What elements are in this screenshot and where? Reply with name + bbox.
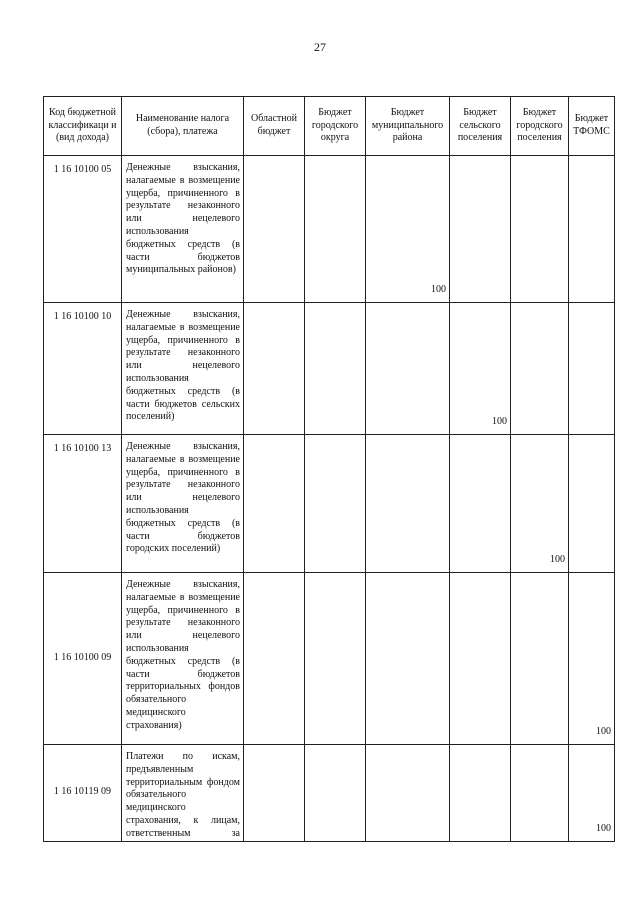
row-name: Денежные взыскания, налагаемые в возмещение ущерба, причиненного в результате незаконного или нецелевого использования бюджетных средств (в части бюджетов муниципальных районов) (122, 156, 244, 303)
cell-city-district (305, 745, 366, 842)
cell-urban-settlement (511, 156, 569, 303)
cell-regional (244, 303, 305, 435)
header-regional: Областной бюджет (244, 97, 305, 156)
table-row (44, 745, 615, 842)
cell-regional (244, 573, 305, 745)
row-name: Денежные взыскания, налагаемые в возмещение ущерба, причиненного в результате незаконного или нецелевого использования бюджетных средств (в части бюджетов территориальных фондов обязательного медицинского страхования) (122, 573, 244, 745)
cell-regional (244, 156, 305, 303)
table-header-row (44, 97, 615, 156)
tax-distribution-table (43, 96, 615, 842)
cell-urban-settlement (511, 573, 569, 745)
table-row (44, 303, 615, 435)
cell-rural-settlement (450, 435, 511, 573)
cell-municipal-district: 100 (366, 156, 450, 303)
row-name: Денежные взыскания, налагаемые в возмещение ущерба, причиненного в результате незаконного или нецелевого использования бюджетных средств (в части бюджетов городских поселений) (122, 435, 244, 573)
cell-municipal-district (366, 745, 450, 842)
cell-regional (244, 435, 305, 573)
cell-municipal-district (366, 573, 450, 745)
header-city-district: Бюджет городского округа (305, 97, 366, 156)
header-name: Наименование налога (сбора), платежа (122, 97, 244, 156)
cell-tfoms: 100 (569, 745, 615, 842)
cell-tfoms (569, 303, 615, 435)
row-code: 1 16 10100 13 (44, 435, 122, 573)
row-code: 1 16 10100 09 (44, 573, 122, 745)
page-number: 27 (314, 40, 326, 54)
cell-municipal-district (366, 303, 450, 435)
cell-rural-settlement (450, 573, 511, 745)
row-name: Денежные взыскания, налагаемые в возмещение ущерба, причиненного в результате незаконного или нецелевого использования бюджетных средств (в части бюджетов сельских поселений) (122, 303, 244, 435)
cell-urban-settlement (511, 303, 569, 435)
cell-rural-settlement (450, 156, 511, 303)
table-row (44, 435, 615, 573)
cell-city-district (305, 303, 366, 435)
row-code: 1 16 10100 10 (44, 303, 122, 435)
cell-tfoms (569, 435, 615, 573)
cell-urban-settlement (511, 745, 569, 842)
cell-regional (244, 745, 305, 842)
row-name: Платежи по искам, предъявленным территориальным фондом обязательного медицинского страхования, к лицам, ответственным за (122, 745, 244, 842)
cell-municipal-district (366, 435, 450, 573)
table-row (44, 156, 615, 303)
cell-city-district (305, 435, 366, 573)
cell-urban-settlement: 100 (511, 435, 569, 573)
cell-tfoms: 100 (569, 573, 615, 745)
table-row (44, 573, 615, 745)
header-urban-settlement: Бюджет городского поселения (511, 97, 569, 156)
cell-city-district (305, 573, 366, 745)
header-code: Код бюджетной классификаци и (вид дохода) (44, 97, 122, 156)
header-municipal-district: Бюджет муниципального района (366, 97, 450, 156)
row-code: 1 16 10119 09 (44, 745, 122, 842)
cell-rural-settlement (450, 745, 511, 842)
header-tfoms: Бюджет ТФОМС (569, 97, 615, 156)
row-code: 1 16 10100 05 (44, 156, 122, 303)
cell-rural-settlement: 100 (450, 303, 511, 435)
cell-tfoms (569, 156, 615, 303)
header-rural-settlement: Бюджет сельского поселения (450, 97, 511, 156)
cell-city-district (305, 156, 366, 303)
